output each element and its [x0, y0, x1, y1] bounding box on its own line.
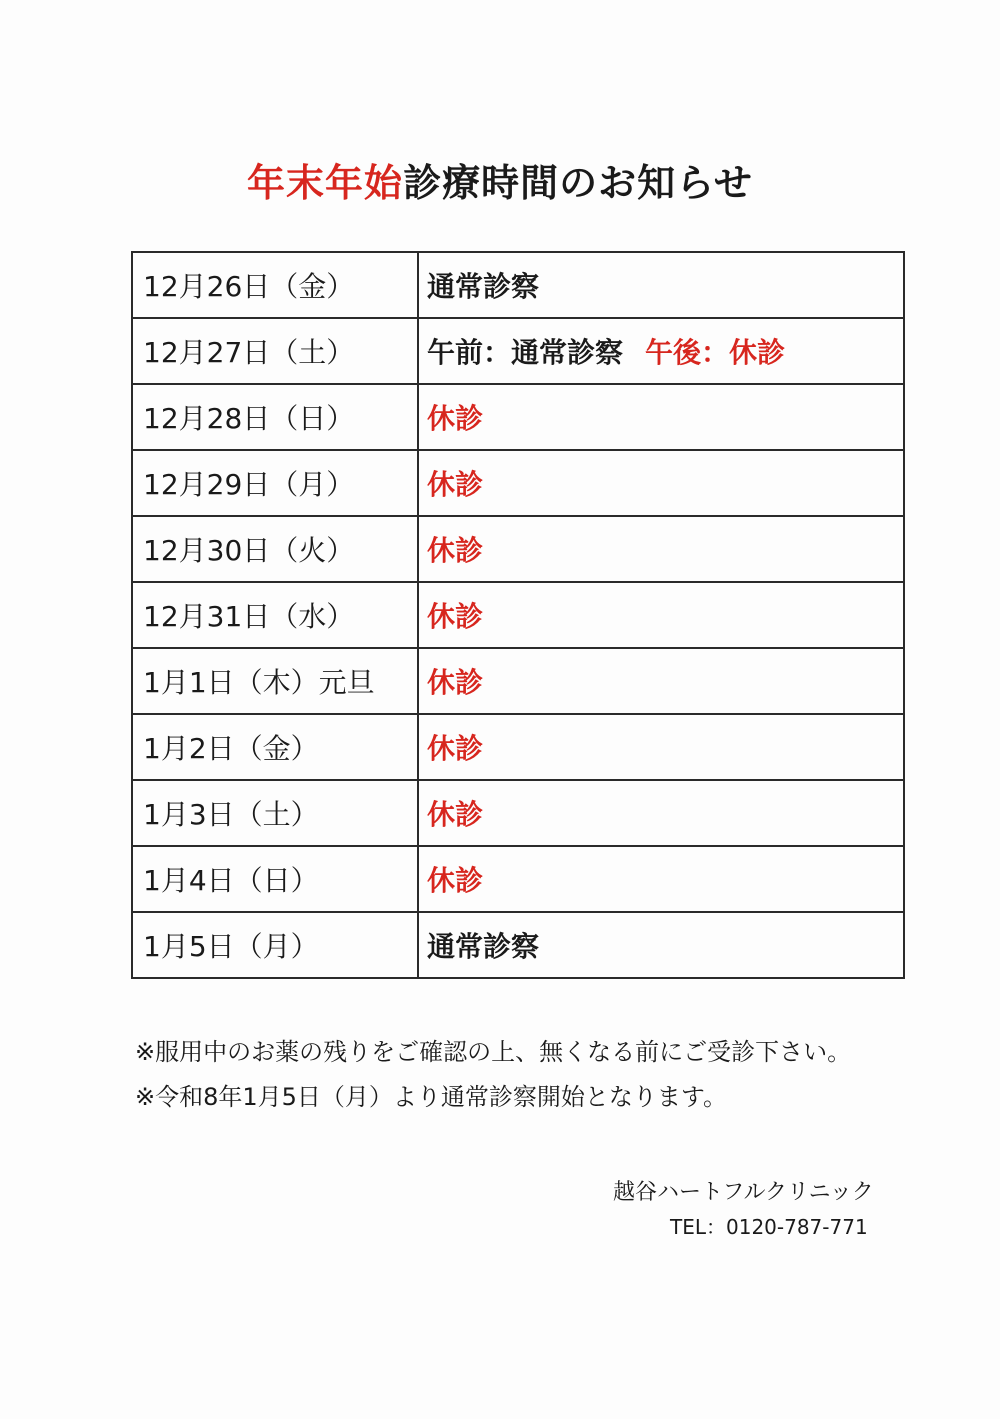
- table-row: [132, 384, 904, 450]
- table-row: [132, 516, 904, 582]
- clinic-name: 越谷ハートフルクリニック: [613, 1180, 874, 1205]
- status-am: 午前：通常診察: [427, 336, 624, 369]
- status-cell: 休診: [418, 780, 904, 846]
- status-cell: 休診: [418, 714, 904, 780]
- table-row: [132, 648, 904, 714]
- date-cell: 12月26日（金）: [132, 252, 418, 318]
- status-pm: 午後：休診: [645, 336, 786, 369]
- table-row: [132, 846, 904, 912]
- table-row: [132, 714, 904, 780]
- table-row: [132, 450, 904, 516]
- table-row: [132, 252, 904, 318]
- status-cell: 休診: [418, 516, 904, 582]
- table-row: [132, 912, 904, 978]
- status-cell: 休診: [418, 648, 904, 714]
- status-cell: 休診: [418, 582, 904, 648]
- schedule-table: [131, 251, 905, 979]
- status-cell: 通常診察: [418, 912, 904, 978]
- note-medication: ※服用中のお薬の残りをご確認の上、無くなる前にご受診下さい。: [135, 1038, 852, 1066]
- date-cell: 1月2日（金）: [132, 714, 418, 780]
- table-row: [132, 780, 904, 846]
- date-cell: 12月29日（月）: [132, 450, 418, 516]
- table-row: [132, 318, 904, 384]
- date-cell: 12月31日（水）: [132, 582, 418, 648]
- page-title: [0, 152, 1000, 207]
- notes: [135, 1030, 965, 1120]
- status-cell: 休診: [418, 846, 904, 912]
- status-cell: [418, 318, 904, 384]
- date-cell: 12月27日（土）: [132, 318, 418, 384]
- note-resume: ※令和8年1月5日（月）より通常診察開始となります。: [135, 1083, 727, 1111]
- status-cell: 休診: [418, 450, 904, 516]
- table-row: [132, 582, 904, 648]
- clinic-info: [613, 1176, 943, 1244]
- status-cell: 通常診察: [418, 252, 904, 318]
- title-highlight: 年末年始: [247, 161, 404, 205]
- date-cell: 12月30日（火）: [132, 516, 418, 582]
- date-cell: 1月4日（日）: [132, 846, 418, 912]
- clinic-tel: TEL：0120-787-771: [670, 1215, 868, 1239]
- status-cell: 休診: [418, 384, 904, 450]
- date-cell: 12月28日（日）: [132, 384, 418, 450]
- title-main: 診療時間のお知らせ: [403, 161, 753, 205]
- date-cell: 1月1日（木）元旦: [132, 648, 418, 714]
- date-cell: 1月3日（土）: [132, 780, 418, 846]
- date-cell: 1月5日（月）: [132, 912, 418, 978]
